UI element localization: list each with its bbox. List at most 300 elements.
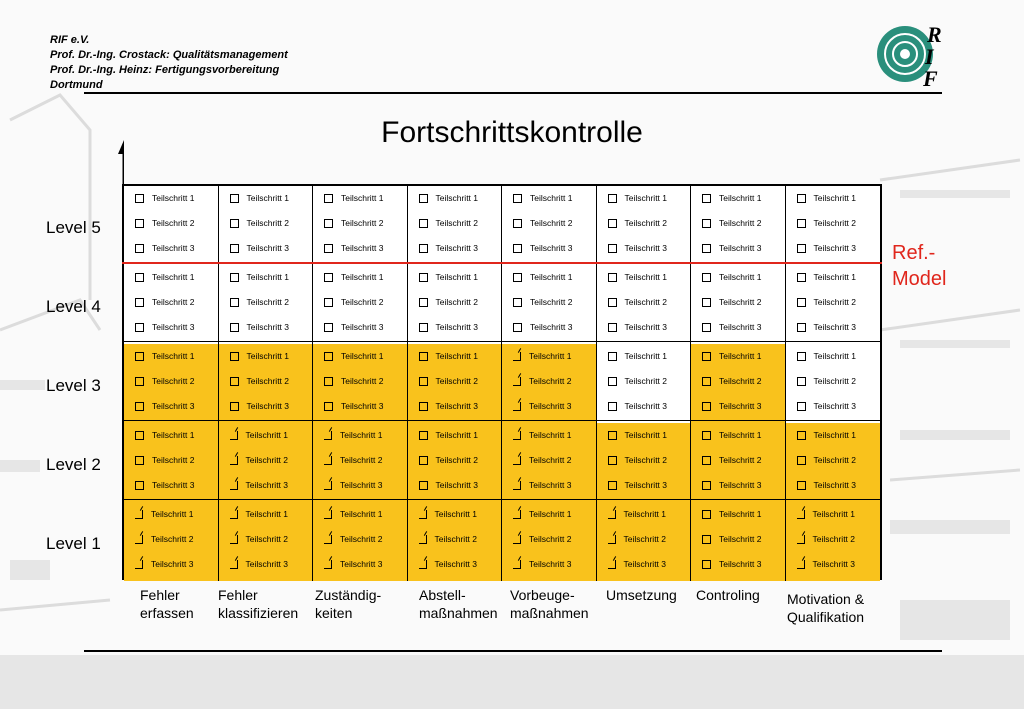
checkbox[interactable] (135, 298, 144, 307)
top-divider (84, 92, 942, 94)
step-item (219, 506, 289, 522)
checkbox[interactable] (702, 194, 711, 203)
grid-cell-level5-col6 (597, 186, 692, 265)
checked-checkbox[interactable] (513, 535, 521, 544)
step-item (219, 556, 289, 572)
step-label: Teilschritt 1 (624, 430, 668, 440)
step-item (124, 452, 195, 468)
step-item (408, 215, 479, 231)
step-label: Teilschritt 3 (719, 322, 762, 332)
step-item (408, 531, 478, 547)
checked-checkbox[interactable] (324, 481, 332, 490)
checkbox[interactable] (419, 456, 428, 465)
checkbox[interactable] (608, 323, 617, 332)
step-item (219, 294, 290, 310)
step-item (313, 398, 384, 414)
checkbox[interactable] (230, 273, 239, 282)
step-item (502, 427, 572, 443)
checkbox[interactable] (797, 352, 806, 361)
checkbox[interactable] (797, 194, 806, 203)
step-label: Teilschritt 2 (719, 376, 762, 386)
checkbox[interactable] (324, 219, 333, 228)
step-label: Teilschritt 1 (719, 193, 762, 203)
step-item (124, 215, 195, 231)
header-line: Dortmund (50, 79, 103, 91)
checkbox[interactable] (702, 560, 711, 569)
step-label: Teilschritt 3 (341, 322, 384, 332)
step-label: Teilschritt 3 (246, 322, 290, 332)
checkbox[interactable] (702, 219, 711, 228)
checked-checkbox[interactable] (513, 560, 521, 569)
step-item (408, 190, 479, 206)
checkbox[interactable] (608, 402, 617, 411)
checkbox[interactable] (419, 219, 428, 228)
step-label: Teilschritt 1 (624, 193, 668, 203)
header-line: Prof. Dr.-Ing. Crostack: Qualitätsmanagement (50, 49, 288, 61)
grid-cell-level5-col1 (124, 186, 219, 265)
checkbox[interactable] (513, 194, 522, 203)
level-4-label: Level 4 (46, 297, 101, 316)
grid-cell-level5-col8 (786, 186, 881, 265)
step-item (219, 531, 289, 547)
column-label-line: Abstell- (419, 587, 466, 603)
step-label: Teilschritt 2 (624, 218, 668, 228)
checkbox[interactable] (797, 481, 806, 490)
step-label: Teilschritt 2 (624, 455, 668, 465)
checked-checkbox[interactable] (324, 456, 332, 465)
checkbox[interactable] (702, 510, 711, 519)
step-label: Teilschritt 3 (813, 322, 857, 332)
checkbox[interactable] (797, 377, 806, 386)
checkbox[interactable] (230, 377, 239, 386)
step-item (219, 190, 290, 206)
step-item (408, 477, 479, 493)
step-item (786, 556, 856, 572)
checkbox[interactable] (135, 219, 144, 228)
checkbox[interactable] (230, 194, 239, 203)
page-title: Fortschrittskontrolle (381, 116, 643, 149)
step-label: Teilschritt 1 (435, 193, 479, 203)
checkbox[interactable] (324, 298, 333, 307)
step-label: Teilschritt 2 (246, 297, 290, 307)
grid-cell-level5-col2 (219, 186, 314, 265)
step-label: Teilschritt 2 (341, 376, 384, 386)
step-label: Teilschritt 3 (340, 559, 383, 569)
column-label (140, 586, 194, 622)
grid-cell-level2-col6 (597, 423, 692, 502)
step-item (408, 556, 478, 572)
checkbox[interactable] (797, 298, 806, 307)
step-label: Teilschritt 3 (341, 401, 384, 411)
checkbox[interactable] (324, 273, 333, 282)
column-label-line: Zuständig- (315, 587, 382, 603)
step-label: Teilschritt 1 (530, 193, 573, 203)
column-label-line: Fehler (140, 587, 180, 603)
step-item (408, 373, 479, 389)
step-item (786, 373, 857, 389)
step-item (597, 452, 668, 468)
column-label (419, 586, 498, 622)
checkbox[interactable] (419, 273, 428, 282)
checkbox[interactable] (135, 273, 144, 282)
step-label: Teilschritt 1 (719, 351, 762, 361)
checkbox[interactable] (608, 219, 617, 228)
checkbox[interactable] (513, 219, 522, 228)
checked-checkbox[interactable] (324, 535, 332, 544)
step-label: Teilschritt 2 (624, 297, 668, 307)
step-item (124, 556, 194, 572)
checkbox[interactable] (135, 352, 144, 361)
checked-checkbox[interactable] (230, 481, 238, 490)
column-label-line: erfassen (140, 605, 194, 621)
checkbox[interactable] (702, 323, 711, 332)
checked-checkbox[interactable] (513, 431, 521, 440)
step-label: Teilschritt 2 (435, 297, 479, 307)
step-item (124, 269, 195, 285)
step-label: Teilschritt 2 (530, 297, 573, 307)
step-label: Teilschritt 2 (813, 455, 857, 465)
checkbox[interactable] (702, 352, 711, 361)
step-label: Teilschritt 1 (530, 272, 573, 282)
step-item (408, 269, 479, 285)
step-label: Teilschritt 1 (341, 193, 384, 203)
step-label: Teilschritt 3 (813, 243, 857, 253)
step-item (124, 506, 194, 522)
checkbox[interactable] (702, 402, 711, 411)
grid-cell-level4-col5 (502, 265, 597, 344)
column-label (510, 586, 589, 622)
checked-checkbox[interactable] (513, 481, 521, 490)
step-label: Teilschritt 1 (719, 430, 762, 440)
checked-checkbox[interactable] (419, 560, 427, 569)
checked-checkbox[interactable] (513, 456, 521, 465)
checkbox[interactable] (230, 219, 239, 228)
checked-checkbox[interactable] (419, 535, 427, 544)
step-label: Teilschritt 1 (719, 272, 762, 282)
step-label: Teilschritt 3 (624, 401, 668, 411)
column-label (218, 586, 298, 622)
checked-checkbox[interactable] (324, 431, 332, 440)
grid-cell-level1-col2 (219, 502, 314, 581)
grid-cell-level2-col3 (313, 423, 408, 502)
step-label: Teilschritt 2 (341, 218, 384, 228)
checkbox[interactable] (230, 244, 239, 253)
step-label: Teilschritt 3 (341, 243, 384, 253)
step-label: Teilschritt 2 (529, 534, 572, 544)
checkbox[interactable] (419, 352, 428, 361)
step-label: Teilschritt 3 (529, 559, 572, 569)
step-item (502, 294, 573, 310)
checked-checkbox[interactable] (324, 560, 332, 569)
step-label: Teilschritt 1 (813, 272, 857, 282)
checkbox[interactable] (608, 244, 617, 253)
step-label: Teilschritt 2 (624, 376, 668, 386)
step-item (597, 348, 668, 364)
column-label-line: Vorbeuge- (510, 587, 575, 603)
step-item (313, 348, 384, 364)
checkbox[interactable] (230, 323, 239, 332)
level-5-label: Level 5 (46, 218, 101, 237)
level-divider (122, 341, 882, 342)
checkbox[interactable] (797, 323, 806, 332)
grid-cell-level3-col3 (313, 344, 408, 423)
step-item (408, 240, 479, 256)
checkbox[interactable] (324, 194, 333, 203)
step-item (597, 269, 668, 285)
grid-cell-level4-col3 (313, 265, 408, 344)
checked-checkbox[interactable] (797, 510, 805, 519)
step-item (313, 190, 384, 206)
checkbox[interactable] (702, 377, 711, 386)
step-label: Teilschritt 1 (529, 430, 572, 440)
checkbox[interactable] (797, 244, 806, 253)
checkbox[interactable] (608, 194, 617, 203)
checkbox[interactable] (230, 352, 239, 361)
step-item (408, 319, 479, 335)
step-item (313, 531, 383, 547)
step-label: Teilschritt 1 (152, 272, 195, 282)
checked-checkbox[interactable] (135, 535, 143, 544)
checkbox[interactable] (513, 273, 522, 282)
level-divider (122, 499, 882, 500)
checkbox[interactable] (702, 244, 711, 253)
step-item (502, 240, 573, 256)
step-item (691, 240, 762, 256)
checked-checkbox[interactable] (513, 377, 521, 386)
checked-checkbox[interactable] (513, 352, 521, 361)
step-item (786, 398, 857, 414)
checkbox[interactable] (608, 352, 617, 361)
step-item (219, 373, 290, 389)
checkbox[interactable] (419, 244, 428, 253)
checkbox[interactable] (419, 323, 428, 332)
checkbox[interactable] (513, 323, 522, 332)
step-label: Teilschritt 3 (812, 559, 856, 569)
step-item (313, 240, 384, 256)
checkbox[interactable] (135, 456, 144, 465)
grid-cell-level1-col4 (408, 502, 503, 581)
checkbox[interactable] (324, 352, 333, 361)
checkbox[interactable] (797, 402, 806, 411)
column-label-line: Motivation & (787, 591, 865, 607)
checked-checkbox[interactable] (797, 560, 805, 569)
step-label: Teilschritt 2 (435, 376, 479, 386)
grid-cell-level4-col1 (124, 265, 219, 344)
checkbox[interactable] (608, 456, 617, 465)
column-label (606, 586, 677, 604)
checkbox[interactable] (135, 377, 144, 386)
step-item (786, 427, 857, 443)
checked-checkbox[interactable] (513, 510, 521, 519)
grid-cell-level1-col6 (597, 502, 692, 581)
step-item (219, 269, 290, 285)
step-item (691, 506, 762, 522)
step-label: Teilschritt 3 (624, 480, 668, 490)
checkbox[interactable] (513, 244, 522, 253)
step-label: Teilschritt 2 (152, 455, 195, 465)
step-label: Teilschritt 3 (152, 480, 195, 490)
checkbox[interactable] (419, 431, 428, 440)
grid-cell-level2-col4 (408, 423, 503, 502)
step-item (124, 294, 195, 310)
checkbox[interactable] (608, 273, 617, 282)
checkbox[interactable] (135, 481, 144, 490)
step-label: Teilschritt 2 (719, 455, 762, 465)
checked-checkbox[interactable] (513, 402, 521, 411)
checkbox[interactable] (797, 273, 806, 282)
step-label: Teilschritt 2 (623, 534, 667, 544)
checkbox[interactable] (797, 219, 806, 228)
step-label: Teilschritt 1 (624, 351, 668, 361)
step-item (691, 294, 762, 310)
step-item (786, 294, 857, 310)
step-item (786, 348, 857, 364)
column-label-line: Fehler (218, 587, 258, 603)
step-label: Teilschritt 2 (340, 534, 383, 544)
grid-cell-level4-col6 (597, 265, 692, 344)
checked-checkbox[interactable] (230, 560, 238, 569)
step-item (597, 240, 668, 256)
checked-checkbox[interactable] (797, 535, 805, 544)
checked-checkbox[interactable] (608, 535, 616, 544)
step-item (124, 427, 195, 443)
step-item (786, 215, 857, 231)
step-item (408, 348, 479, 364)
column-label-line: Qualifikation (787, 609, 865, 625)
checkbox[interactable] (419, 377, 428, 386)
checkbox[interactable] (135, 431, 144, 440)
checkbox[interactable] (608, 431, 617, 440)
checkbox[interactable] (702, 431, 711, 440)
step-item (124, 240, 195, 256)
checked-checkbox[interactable] (608, 560, 616, 569)
checkbox[interactable] (797, 456, 806, 465)
grid-cell-level5-col4 (408, 186, 503, 265)
step-label: Teilschritt 3 (719, 243, 762, 253)
grid-cell-level1-col5 (502, 502, 597, 581)
checkbox[interactable] (324, 323, 333, 332)
checkbox[interactable] (419, 402, 428, 411)
step-label: Teilschritt 3 (530, 322, 573, 332)
step-item (502, 373, 572, 389)
column-label-line: maßnahmen (419, 605, 498, 621)
step-item (786, 269, 857, 285)
checked-checkbox[interactable] (419, 510, 427, 519)
checked-checkbox[interactable] (230, 535, 238, 544)
logo-letter-f: F (923, 66, 938, 88)
step-label: Teilschritt 3 (719, 401, 762, 411)
step-label: Teilschritt 3 (340, 480, 383, 490)
step-label: Teilschritt 3 (435, 401, 479, 411)
step-item (597, 190, 668, 206)
step-label: Teilschritt 2 (435, 218, 479, 228)
checkbox[interactable] (230, 402, 239, 411)
checkbox[interactable] (419, 194, 428, 203)
step-label: Teilschritt 1 (341, 351, 384, 361)
step-item (219, 319, 290, 335)
step-label: Teilschritt 1 (152, 193, 195, 203)
step-item (124, 531, 194, 547)
step-item (597, 556, 667, 572)
step-label: Teilschritt 1 (435, 272, 479, 282)
checkbox[interactable] (608, 377, 617, 386)
checkbox[interactable] (419, 481, 428, 490)
checked-checkbox[interactable] (324, 510, 332, 519)
checkbox[interactable] (324, 377, 333, 386)
step-label: Teilschritt 1 (246, 272, 290, 282)
checkbox[interactable] (702, 481, 711, 490)
step-label: Teilschritt 3 (624, 322, 668, 332)
step-item (786, 452, 857, 468)
step-label: Teilschritt 2 (529, 455, 572, 465)
checkbox[interactable] (135, 402, 144, 411)
step-label: Teilschritt 1 (340, 430, 383, 440)
step-item (124, 398, 195, 414)
checkbox[interactable] (419, 298, 428, 307)
checkbox[interactable] (797, 431, 806, 440)
checked-checkbox[interactable] (608, 510, 616, 519)
checkbox[interactable] (135, 194, 144, 203)
step-label: Teilschritt 2 (813, 376, 857, 386)
step-item (786, 319, 857, 335)
step-item (786, 240, 857, 256)
checkbox[interactable] (513, 298, 522, 307)
step-label: Teilschritt 3 (529, 401, 572, 411)
checkbox[interactable] (702, 298, 711, 307)
checkbox[interactable] (135, 244, 144, 253)
checkbox[interactable] (608, 481, 617, 490)
step-item (691, 319, 762, 335)
step-item (502, 452, 572, 468)
checkbox[interactable] (702, 535, 711, 544)
step-label: Teilschritt 3 (434, 559, 478, 569)
checked-checkbox[interactable] (135, 560, 143, 569)
checkbox[interactable] (324, 244, 333, 253)
step-label: Teilschritt 2 (245, 534, 289, 544)
step-label: Teilschritt 1 (245, 509, 289, 519)
step-item (313, 477, 383, 493)
step-label: Teilschritt 2 (152, 297, 195, 307)
grid-cell-level4-col4 (408, 265, 503, 344)
step-label: Teilschritt 3 (530, 243, 573, 253)
checked-checkbox[interactable] (230, 431, 238, 440)
checked-checkbox[interactable] (230, 456, 238, 465)
checkbox[interactable] (702, 273, 711, 282)
checkbox[interactable] (230, 298, 239, 307)
step-label: Teilschritt 1 (719, 509, 762, 519)
step-label: Teilschritt 1 (529, 509, 572, 519)
step-item (502, 556, 572, 572)
step-item (313, 427, 383, 443)
checked-checkbox[interactable] (230, 510, 238, 519)
checked-checkbox[interactable] (135, 510, 143, 519)
checkbox[interactable] (135, 323, 144, 332)
step-item (219, 427, 289, 443)
checkbox[interactable] (702, 456, 711, 465)
step-label: Teilschritt 3 (813, 401, 857, 411)
grid-cell-level5-col7 (691, 186, 786, 265)
step-label: Teilschritt 2 (812, 534, 856, 544)
grid-cell-level3-col4 (408, 344, 503, 423)
grid-cell-level2-col5 (502, 423, 597, 502)
checkbox[interactable] (324, 402, 333, 411)
step-label: Teilschritt 2 (340, 455, 383, 465)
checkbox[interactable] (608, 298, 617, 307)
step-label: Teilschritt 1 (529, 351, 572, 361)
ref-model-label (892, 240, 946, 292)
step-item (691, 452, 762, 468)
step-item (408, 452, 479, 468)
